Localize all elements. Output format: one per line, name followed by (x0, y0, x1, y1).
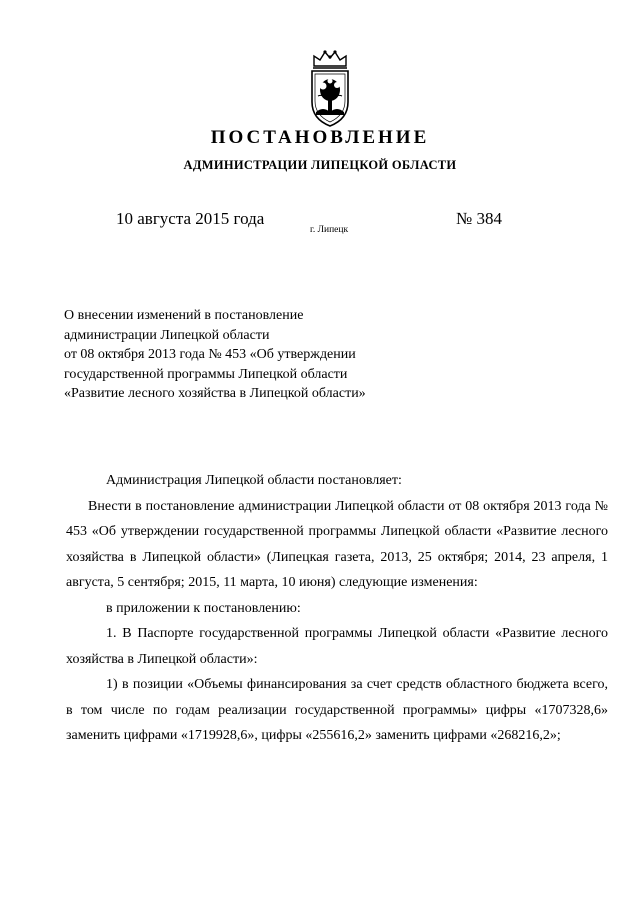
document-subject (64, 306, 424, 404)
document-number: № 384 (456, 209, 502, 228)
coat-of-arms-icon (300, 48, 360, 130)
subject-line: государственной программы Липецкой области (64, 366, 348, 382)
body-lead: Администрация Липецкой области постановляет: (106, 473, 402, 488)
subject-line: от 08 октября 2013 года № 453 «Об утверждении (64, 347, 356, 362)
subject-line: О внесении изменений в постановление (64, 308, 304, 323)
document-title: ПОСТАНОВЛЕНИЕ (210, 127, 430, 148)
subject-line: администрации Липецкой области (64, 327, 270, 343)
document-date: 10 августа 2015 года (116, 209, 265, 228)
body-paragraph: 1. В Паспорте государственной программы Липецкой области «Развитие лесного хозяйства в Липецкой области»: (66, 626, 608, 667)
document-city: г. Липецк (310, 225, 349, 235)
subject-line: «Развитие лесного хозяйства в Липецкой области» (64, 386, 366, 401)
document-body (66, 468, 608, 749)
coat-of-arms-icon-graphic (300, 48, 360, 130)
body-paragraph: в приложении к постановлению: (106, 600, 301, 616)
body-paragraph: 1) в позиции «Объемы финансирования за счет средств областного бюджета всего, в том числе по годам реализации государственной программы» цифры «1707328,6» заменить цифрами «1719928,6», цифры «255616,2» заменить цифрами «268216,2»; (66, 677, 608, 743)
document-subtitle: АДМИНИСТРАЦИИ ЛИПЕЦКОЙ ОБЛАСТИ (183, 158, 457, 172)
body-paragraph: Внести в постановление администрации Липецкой области от 08 октября 2013 года № 453 «Об утверждении государственной программы Липецкой области «Развитие лесного хозяйства в Липецкой области» (Липецкая газета, 2013, 25 октября; 2014, 23 апреля, 1 августа, 5 сентября; 2015, 11 марта, 10 июня) следующие изменения: (66, 498, 608, 590)
